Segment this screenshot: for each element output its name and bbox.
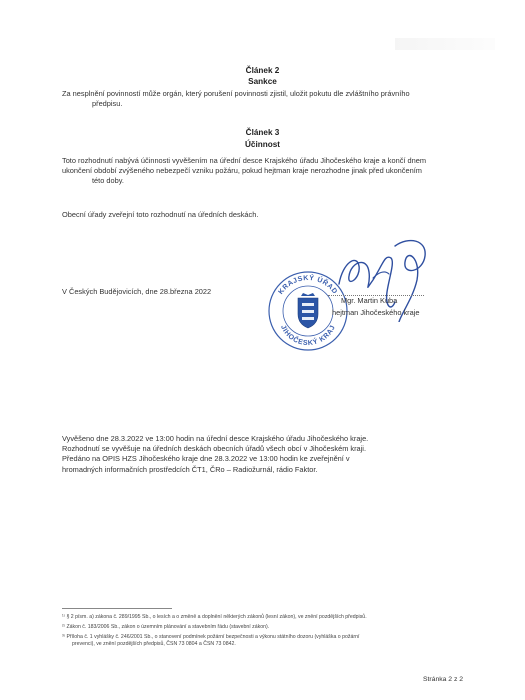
article3-paragraph [62, 156, 462, 187]
footnote-separator [62, 608, 172, 609]
article3-title: Článek 3 [245, 128, 280, 137]
article2-line1: Za nesplnění povinností může orgán, který porušení povinnosti zjistil, uložit pokutu dle zvláštního právního [62, 89, 410, 98]
footnotes [62, 614, 462, 651]
article3-line3: této doby. [92, 176, 124, 186]
article2-title: Článek 2 [245, 66, 280, 75]
signature-block [265, 232, 465, 362]
footnote-1: ¹⁾ § 2 písm. a) zákona č. 289/1995 Sb., o lesích a o změně a doplnění některých zákonů (lesní zákon), ve znění pozdějších předpisů. [62, 614, 367, 620]
publication-note: Obecní úřady zveřejní toto rozhodnutí na úředních deskách. [62, 210, 259, 219]
stamp-text-bottom: JIHOČESKÝ KRAJ [278, 324, 338, 348]
place-and-date: V Českých Budějovicích, dne 28.března 2022 [62, 287, 212, 296]
bleed-through-shadow [395, 38, 495, 50]
article2-subtitle: Sankce [248, 77, 277, 86]
article2-paragraph [62, 89, 462, 109]
article3-line1: Toto rozhodnutí nabývá účinnosti vyvěšením na úřední desce Krajského úřadu Jihočeského kraje a končí dnem [62, 156, 426, 165]
posting-line4: hromadných informačních prostředcích ČT1, ČRo – Radiožurnál, rádio Faktor. [62, 464, 318, 474]
page-number: Stránka 2 z 2 [423, 676, 464, 683]
article3-subtitle: Účinnost [244, 140, 281, 149]
posting-line3: Předáno na OPIS HZS Jihočeského kraje dne 28.3.2022 ve 13:00 hodin ke zveřejnění v [62, 454, 350, 464]
article3-line2: ukončení období zvýšeného nebezpečí vzniku požáru, pokud hejtman kraje nerozhodne jinak před ukončením [62, 166, 422, 176]
posting-line1: Vyvěšeno dne 28.3.2022 ve 13:00 hodin na úřední desce Krajského úřadu Jihočeského kraje. [62, 434, 369, 443]
posting-line2: Rozhodnutí se vyvěšuje na úředních deskách obecních úřadů všech obcí v Jihočeském kraji. [62, 444, 367, 454]
signatory-title: hejtman Jihočeského kraje [332, 308, 420, 317]
signatory-name: Mgr. Martin Kuba [341, 296, 398, 305]
footnote-3-continuation: prevenci), ve znění pozdějších předpisů, ČSN 73 0804 a ČSN 73 0842. [72, 641, 236, 648]
stamp-text-top: KRAJSKÝ ÚŘAD [277, 274, 339, 296]
posting-notice [62, 434, 462, 475]
article2-line2: předpisu. [92, 99, 123, 109]
stamp-emblem-icon [298, 293, 318, 328]
footnote-3: ³⁾ Příloha č. 1 vyhlášky č. 246/2001 Sb., o stanovení podmínek požární bezpečnosti a výkonu státního dozoru (vyhláška o požární [62, 633, 360, 640]
footnote-2: ²⁾ Zákon č. 183/2006 Sb., zákon o územním plánování a stavebním řádu (stavební zákon). [62, 623, 270, 630]
